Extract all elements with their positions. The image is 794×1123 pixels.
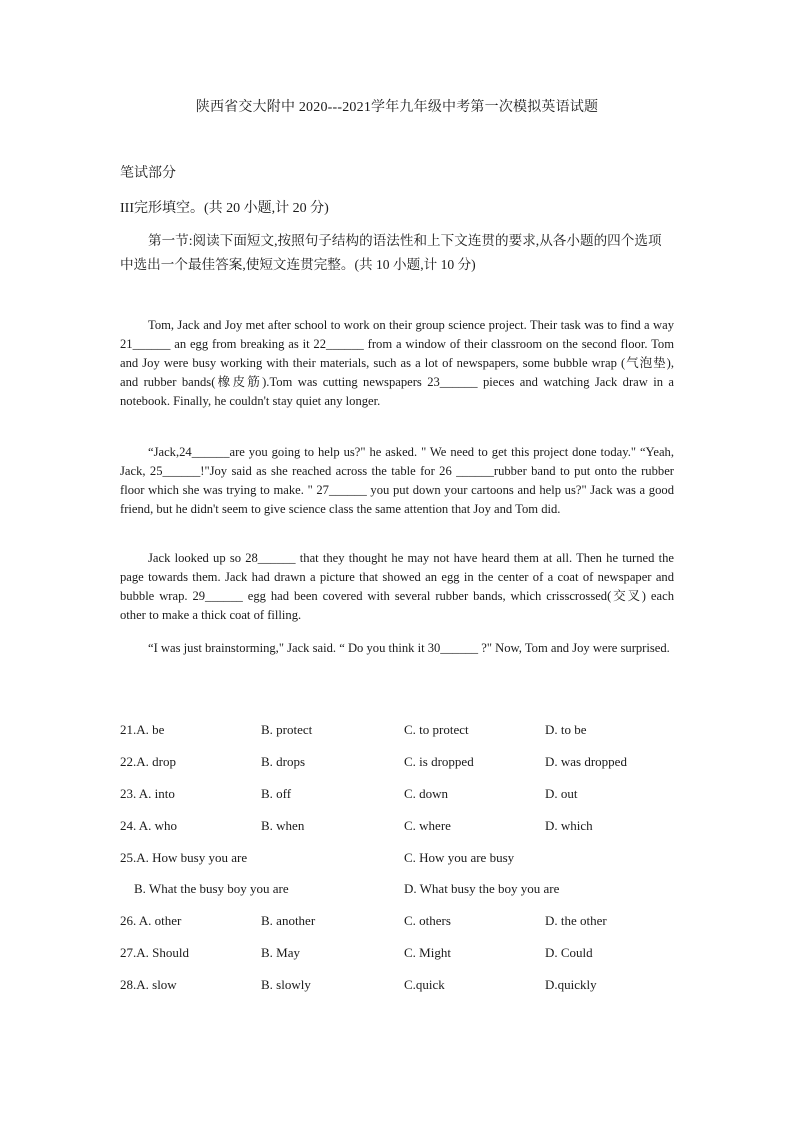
- question-row: [120, 977, 680, 997]
- option-c: C. is dropped: [404, 754, 474, 769]
- passage-paragraph-4: “I was just brainstorming," Jack said. “ Do you think it 30______ ?" Now, Tom and Joy were surprised.: [148, 641, 670, 655]
- option-c: C. How you are busy: [404, 850, 515, 865]
- question-row: [120, 818, 680, 838]
- question-row: [120, 913, 680, 933]
- section-heading: 笔试部分: [120, 166, 176, 181]
- option-a: 22.A. drop: [120, 754, 176, 769]
- part-heading: III完形填空。(共 20 小题,计 20 分): [120, 201, 329, 216]
- option-b: B. May: [261, 945, 300, 960]
- option-b: B. protect: [261, 722, 313, 737]
- passage-paragraph-1: Tom, Jack and Joy met after school to work on their group science project. Their task was to find a way 21______ an egg from breaking as it 22______ from a window of their classroom on the second floor. Tom and Joy were busy working with their materials, such as a lot of newspapers, some bubble wrap (气泡垫), and rubber bands(橡皮筋).Tom was cutting newspapers 23______ pieces and watching Jack draw in a notebook. Finally, he couldn't stay quiet any longer.: [120, 318, 674, 408]
- option-c: C. where: [404, 818, 451, 833]
- option-a: 21.A. be: [120, 722, 165, 737]
- option-d: D. was dropped: [545, 754, 627, 769]
- question-row: [120, 945, 680, 965]
- question-row: [120, 722, 680, 742]
- exam-title: 陕西省交大附中 2020---2021学年九年级中考第一次模拟英语试题: [195, 100, 599, 115]
- option-a: 28.A. slow: [120, 977, 177, 992]
- option-a: 23. A. into: [120, 786, 175, 801]
- option-b: B. What the busy boy you are: [134, 881, 289, 896]
- option-d: D. to be: [545, 722, 587, 737]
- instruction-text: 第一节:阅读下面短文,按照句子结构的语法性和上下文连贯的要求,从各小题的四个选项中选出一个最佳答案,使短文连贯完整。(共 10 小题,计 10 分): [120, 233, 662, 272]
- option-a: 24. A. who: [120, 818, 178, 833]
- passage-paragraph-3: Jack looked up so 28______ that they thought he may not have heard them at all. Then he turned the page towards them. Jack had drawn a picture that showed an egg in the center of a coat of newspaper and bubble wrap. 29______ egg had been covered with several rubber bands, which crisscrossed(交叉) each other to make a thick coat of filling.: [120, 551, 674, 622]
- question-row: [120, 881, 680, 901]
- option-d: D. out: [545, 786, 578, 801]
- option-b: B. off: [261, 786, 292, 801]
- option-d: D.quickly: [545, 977, 597, 992]
- option-a: 25.A. How busy you are: [120, 850, 248, 865]
- option-a: 26. A. other: [120, 913, 182, 928]
- option-c: C. others: [404, 913, 451, 928]
- option-c: C. Might: [404, 945, 451, 960]
- option-b: B. drops: [261, 754, 306, 769]
- option-d: D. Could: [545, 945, 593, 960]
- option-a: 27.A. Should: [120, 945, 189, 960]
- question-row: [120, 786, 680, 806]
- option-d: D. What busy the boy you are: [404, 881, 560, 896]
- question-row: [120, 850, 680, 870]
- question-row: [120, 754, 680, 774]
- option-b: B. when: [261, 818, 305, 833]
- option-d: D. the other: [545, 913, 607, 928]
- passage-paragraph-2: “Jack,24______are you going to help us?" he asked. " We need to get this project done today." “Yeah, Jack, 25______!"Joy said as she reached across the table for 26 ______rubber band to put onto the rubber floor which she was trying to make. " 27______ you put down your cartoons and help us?" Jack was a good friend, but he didn't seem to give science class the same attention that Joy and Tom did.: [120, 445, 674, 516]
- option-d: D. which: [545, 818, 593, 833]
- option-c: C. down: [404, 786, 449, 801]
- option-c: C.quick: [404, 977, 445, 992]
- option-c: C. to protect: [404, 722, 469, 737]
- option-b: B. another: [261, 913, 316, 928]
- option-b: B. slowly: [261, 977, 311, 992]
